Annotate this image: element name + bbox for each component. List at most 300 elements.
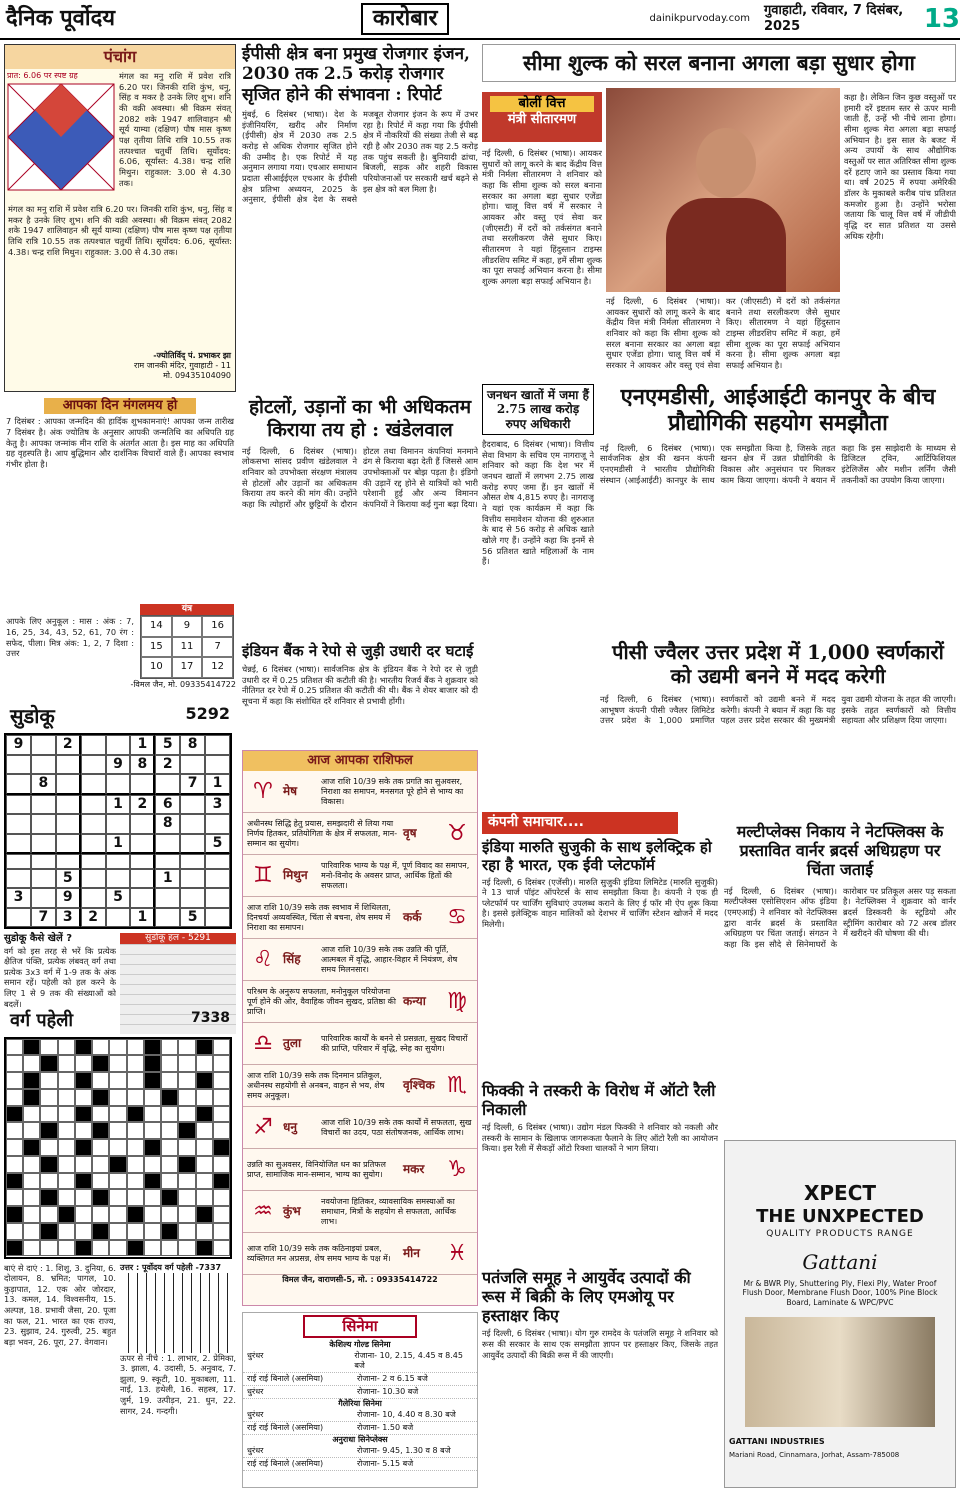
zodiac-icon: ♒ (253, 1199, 273, 1224)
crossword-cell[interactable] (178, 1240, 195, 1257)
crossword-cell[interactable] (178, 1173, 195, 1190)
sudoku-cell[interactable] (81, 735, 106, 755)
sudoku-cell[interactable] (6, 854, 31, 869)
sudoku-cell[interactable]: 1 (106, 834, 131, 855)
crossword-cell[interactable] (127, 1089, 144, 1106)
ad-line1: XPECT (803, 1181, 877, 1205)
crossword-cell[interactable] (144, 1089, 161, 1106)
crossword-cell[interactable] (213, 1122, 230, 1139)
crossword-cell[interactable] (196, 1240, 213, 1257)
crossword-cell[interactable] (40, 1240, 57, 1257)
crossword-cell[interactable] (6, 1089, 23, 1106)
rashifal-sign: कुंभ (283, 1204, 301, 1219)
sudoku-cell[interactable] (180, 869, 205, 889)
varg-number: 7338 (191, 1010, 230, 1026)
crossword-cell[interactable] (196, 1122, 213, 1139)
finance-minister-photo (606, 88, 840, 292)
crossword-cell[interactable] (178, 1156, 195, 1173)
crossword-cell[interactable] (144, 1055, 161, 1072)
sudoku-cell[interactable] (130, 814, 155, 834)
crossword-cell[interactable] (58, 1055, 75, 1072)
crossword-cell[interactable] (196, 1189, 213, 1206)
crossword-cell[interactable] (161, 1223, 178, 1240)
crossword-cell[interactable] (75, 1223, 92, 1240)
sudoku-cell[interactable] (31, 814, 56, 834)
crossword-cell[interactable] (127, 1106, 144, 1123)
sudoku-cell[interactable] (155, 834, 180, 855)
sudoku-cell[interactable]: 2 (56, 735, 81, 755)
crossword-cell[interactable] (23, 1122, 40, 1139)
story-bank-headline: इंडियन बैंक ने रेपो से जुड़ी उधारी दर घटाई (242, 642, 474, 660)
sudoku-cell[interactable] (180, 814, 205, 834)
story-bank (242, 642, 478, 750)
crossword-cell[interactable] (40, 1039, 57, 1056)
crossword-cell[interactable] (6, 1189, 23, 1206)
crossword-cell[interactable] (161, 1106, 178, 1123)
sudoku-cell[interactable] (31, 854, 56, 869)
crossword-cell[interactable] (213, 1223, 230, 1240)
crossword-cell[interactable] (58, 1240, 75, 1257)
crossword-cell[interactable] (144, 1173, 161, 1190)
sudoku-cell[interactable]: 1 (205, 774, 230, 795)
lead-text-bottom: नई दिल्ली, 6 दिसंबर (भाषा)। आयकर सुधारों को लागू करने के बाद केंद्रीय वित्त मंत्री निर्मला सीतारमण ने शनिवार को कहा कि सीमा शुल्क को सरल बनाना सरकार का अगला बड़ा सुधार एजेंडा होगा। चालू वित्त वर्ष में सरकार ने आयकर और वस्तु एवं सेवा कर (जीएसटी) में दरों को तर्कसंगत बनाने तथा सरलीकरण जैसे सुधार किए। सीतारमण ने यहां हिंदुस्तान टाइम्स लीडरशिप समिट में कहा, हमें सीमा शुल्क का पूरा सफाई अभियान करना है। सीमा शुल्क अगला बड़ा सफाई अभियान है। (606, 296, 840, 370)
crossword-cell[interactable] (196, 1039, 213, 1056)
crossword-cell[interactable] (40, 1072, 57, 1089)
crossword-cell[interactable] (127, 1156, 144, 1173)
crossword-cell[interactable] (144, 1189, 161, 1206)
crossword-cell[interactable] (161, 1122, 178, 1139)
crossword-cell[interactable] (6, 1139, 23, 1156)
crossword-cell[interactable] (58, 1156, 75, 1173)
crossword-cell[interactable] (23, 1055, 40, 1072)
crossword-cell[interactable] (23, 1039, 40, 1056)
sudoku-cell[interactable] (6, 869, 31, 889)
sudoku-cell[interactable]: 5 (180, 908, 205, 928)
sudoku-cell[interactable]: 8 (155, 814, 180, 834)
crossword-cell[interactable] (23, 1089, 40, 1106)
sudoku-cell[interactable] (81, 869, 106, 889)
sudoku-cell[interactable]: 3 (205, 795, 230, 815)
yantra (140, 604, 234, 679)
sudoku-cell[interactable] (106, 908, 131, 928)
crossword-cell[interactable] (161, 1039, 178, 1056)
crossword-cell[interactable] (127, 1173, 144, 1190)
sudoku-cell[interactable] (6, 755, 31, 775)
crossword-cell[interactable] (161, 1189, 178, 1206)
sudoku-cell[interactable]: 5 (205, 834, 230, 855)
sudoku-cell[interactable]: 8 (180, 735, 205, 755)
website[interactable]: dainikpurvoday.com (649, 12, 750, 24)
crossword-cell[interactable] (109, 1156, 126, 1173)
crossword-cell[interactable] (196, 1139, 213, 1156)
crossword-cell[interactable] (6, 1122, 23, 1139)
sudoku-cell[interactable] (155, 888, 180, 908)
crossword-cell[interactable] (127, 1189, 144, 1206)
sudoku-cell[interactable] (31, 869, 56, 889)
crossword-cell[interactable] (178, 1039, 195, 1056)
crossword-cell[interactable] (6, 1206, 23, 1223)
sudoku-cell[interactable] (155, 774, 180, 795)
crossword-cell[interactable] (178, 1122, 195, 1139)
sudoku-cell[interactable] (81, 834, 106, 855)
crossword-cell[interactable] (109, 1189, 126, 1206)
sudoku-cell[interactable]: 1 (155, 869, 180, 889)
sudoku-cell[interactable] (56, 795, 81, 815)
sudoku-cell[interactable] (6, 834, 31, 855)
crossword-cell[interactable] (144, 1072, 161, 1089)
sudoku-cell[interactable] (180, 795, 205, 815)
sudoku-cell[interactable]: 3 (6, 888, 31, 908)
sudoku-cell[interactable] (6, 795, 31, 815)
crossword-cell[interactable] (6, 1039, 23, 1056)
crossword-cell[interactable] (40, 1089, 57, 1106)
crossword-cell[interactable] (144, 1139, 161, 1156)
sudoku-cell[interactable] (56, 814, 81, 834)
crossword-cell[interactable] (23, 1240, 40, 1257)
crossword-cell[interactable] (23, 1156, 40, 1173)
crossword-cell[interactable] (213, 1072, 230, 1089)
story-pcj-text: नई दिल्ली, 6 दिसंबर (भाषा)। आभूषण कंपनी पीसी ज्वैलर लिमिटेड उत्तर प्रदेश के 1,000 प्रमाणित स्वर्णकारों को उद्यमी बनने में मदद करेगी। कंपनी ने बयान में कहा कि यह पहल उत्तर प्रदेश सरकार की मुख्यमंत्री युवा उद्यमी योजना के तहत की जाएगी। इसके तहत स्वर्णकारों को वित्तीय सहायता और प्रशिक्षण दिया जाएगा। (600, 694, 956, 726)
crossword-cell[interactable] (144, 1039, 161, 1056)
crossword-cell[interactable] (6, 1240, 23, 1257)
sudoku-cell[interactable] (31, 735, 56, 755)
crossword-cell[interactable] (213, 1139, 230, 1156)
sudoku-cell[interactable] (180, 834, 205, 855)
crossword-cell[interactable] (40, 1122, 57, 1139)
crossword-cell[interactable] (58, 1072, 75, 1089)
crossword-cell[interactable] (75, 1089, 92, 1106)
crossword-cell[interactable] (92, 1106, 109, 1123)
cinema-row (243, 1386, 477, 1399)
crossword-cell[interactable] (161, 1240, 178, 1257)
crossword-cell[interactable] (213, 1240, 230, 1257)
sudoku-cell[interactable]: 5 (155, 735, 180, 755)
sudoku-cell[interactable] (180, 755, 205, 775)
sudoku-cell[interactable] (56, 854, 81, 869)
crossword-cell[interactable] (109, 1139, 126, 1156)
crossword-cell[interactable] (196, 1223, 213, 1240)
sudoku-cell[interactable]: 6 (155, 795, 180, 815)
crossword-cell[interactable] (75, 1189, 92, 1206)
crossword-cell[interactable] (58, 1223, 75, 1240)
crossword-cell[interactable] (40, 1106, 57, 1123)
sudoku-cell[interactable] (130, 834, 155, 855)
crossword-cell[interactable] (161, 1139, 178, 1156)
crossword-cell[interactable] (58, 1089, 75, 1106)
crossword-cell[interactable] (127, 1055, 144, 1072)
crossword-cell[interactable] (75, 1240, 92, 1257)
crossword-cell[interactable] (109, 1223, 126, 1240)
sudoku-cell[interactable] (205, 908, 230, 928)
crossword-cell[interactable] (109, 1055, 126, 1072)
sudoku-cell[interactable] (155, 908, 180, 928)
sudoku-cell[interactable] (130, 774, 155, 795)
crossword-cell[interactable] (178, 1189, 195, 1206)
crossword-cell[interactable] (58, 1122, 75, 1139)
crossword-cell[interactable] (92, 1072, 109, 1089)
sudoku-cell[interactable] (205, 735, 230, 755)
crossword-cell[interactable] (23, 1189, 40, 1206)
crossword-grid[interactable] (4, 1037, 232, 1259)
crossword-cell[interactable] (178, 1055, 195, 1072)
crossword-cell[interactable] (196, 1173, 213, 1190)
crossword-cell[interactable] (23, 1173, 40, 1190)
sudoku-cell[interactable] (56, 774, 81, 795)
sudoku-cell[interactable] (81, 774, 106, 795)
crossword-cell[interactable] (58, 1206, 75, 1223)
rashifal-row (243, 897, 477, 939)
sudoku-cell[interactable] (106, 735, 131, 755)
crossword-cell[interactable] (161, 1206, 178, 1223)
sudoku-cell[interactable]: 7 (31, 908, 56, 928)
lead-text: नई दिल्ली, 6 दिसंबर (भाषा)। आयकर सुधारों को लागू करने के बाद केंद्रीय वित्त मंत्री निर्मला सीतारमण ने शनिवार को कहा कि सीमा शुल्क को सरल बनाना सरकार का अगला बड़ा सुधार एजेंडा होगा। चालू वित्त वर्ष में सरकार ने आयकर और वस्तु एवं सेवा कर (जीएसटी) में दरों को तर्कसंगत बनाने तथा सरलीकरण जैसे सुधार किए। सीतारमण ने यहां हिंदुस्तान टाइम्स लीडरशिप समिट में कहा, हमें सीमा शुल्क का पूरा सफाई अभियान करना है। सीमा शुल्क अगला बड़ा सफाई अभियान है। (482, 148, 602, 286)
cinema-row (243, 1350, 477, 1373)
sudoku-cell[interactable] (180, 854, 205, 869)
crossword-cell[interactable] (213, 1173, 230, 1190)
crossword-cell[interactable] (6, 1223, 23, 1240)
crossword-cell[interactable] (144, 1122, 161, 1139)
cinema-movie: राई राई बिनाले (असमिया) (247, 1458, 324, 1468)
crossword-cell[interactable] (178, 1089, 195, 1106)
crossword-cell[interactable] (144, 1156, 161, 1173)
brand-logo: दैनिक पूर्वोदय (6, 5, 116, 32)
crossword-cell[interactable] (127, 1240, 144, 1257)
rashifal-row (243, 1023, 477, 1065)
sudoku-cell[interactable] (106, 854, 131, 869)
sudoku-cell[interactable]: 1 (130, 908, 155, 928)
sudoku-cell[interactable]: 8 (31, 774, 56, 795)
crossword-cell[interactable] (144, 1206, 161, 1223)
sudoku-cell[interactable]: 9 (106, 755, 131, 775)
rashifal-text: उन्नति का सुअवसर, विनियोजित धन का प्रतिफल प्राप्त, सामाजिक मान-सम्मान, भाग्य का सुयोग। (247, 1159, 386, 1179)
sudoku-solution-title: सुडोकू हल - 5291 (120, 933, 236, 944)
cinema-hall3: अनुराधा सिनेप्लेक्स (332, 1434, 388, 1444)
crossword-cell[interactable] (58, 1189, 75, 1206)
sudoku-cell[interactable]: 5 (106, 888, 131, 908)
crossword-cell[interactable] (213, 1106, 230, 1123)
cinema-hall2: गैलेरिया सिनेमा (338, 1398, 382, 1408)
crossword-cell[interactable] (75, 1139, 92, 1156)
sudoku-cell[interactable] (6, 774, 31, 795)
crossword-cell[interactable] (127, 1206, 144, 1223)
crossword-cell[interactable] (109, 1089, 126, 1106)
crossword-cell[interactable] (127, 1122, 144, 1139)
sudoku-cell[interactable] (56, 755, 81, 775)
crossword-cell[interactable] (23, 1206, 40, 1223)
crossword-cell[interactable] (58, 1106, 75, 1123)
sudoku-cell[interactable] (31, 755, 56, 775)
sudoku-cell[interactable] (205, 814, 230, 834)
crossword-cell[interactable] (92, 1089, 109, 1106)
crossword-cell[interactable] (109, 1206, 126, 1223)
crossword-cell[interactable] (213, 1156, 230, 1173)
crossword-cell[interactable] (196, 1072, 213, 1089)
crossword-cell[interactable] (178, 1206, 195, 1223)
sudoku-cell[interactable]: 9 (6, 735, 31, 755)
crossword-cell[interactable] (178, 1139, 195, 1156)
crossword-cell[interactable] (58, 1139, 75, 1156)
sudoku-cell[interactable] (205, 888, 230, 908)
crossword-cell[interactable] (23, 1072, 40, 1089)
sudoku-cell[interactable] (130, 888, 155, 908)
crossword-cell[interactable] (92, 1122, 109, 1139)
crossword-cell[interactable] (213, 1189, 230, 1206)
crossword-cell[interactable] (109, 1173, 126, 1190)
sudoku-cell[interactable]: 2 (81, 908, 106, 928)
crossword-cell[interactable] (40, 1173, 57, 1190)
crossword-cell[interactable] (196, 1089, 213, 1106)
sudoku-cell[interactable] (6, 908, 31, 928)
cinema-movie: धुरंधर (247, 1350, 264, 1360)
sudoku-cell[interactable] (81, 814, 106, 834)
company-t3: नई दिल्ली, 6 दिसंबर (भाषा)। योग गुरु रामदेव के पतंजलि समूह ने शनिवार को रूस की सरकार के साथ एक समझौता ज्ञापन पर हस्ताक्षर किए, जिसके तहत आयुर्वेद उत्पादों की बिक्री रूस में की जाएगी। (482, 1328, 718, 1360)
crossword-cell[interactable] (58, 1173, 75, 1190)
sudoku-cell[interactable]: 1 (130, 735, 155, 755)
crossword-cell[interactable] (92, 1240, 109, 1257)
sudoku-grid[interactable] (4, 733, 232, 929)
crossword-cell[interactable] (40, 1156, 57, 1173)
cinema-box (242, 1312, 478, 1488)
crossword-cell[interactable] (92, 1039, 109, 1056)
sudoku-cell[interactable]: 1 (106, 795, 131, 815)
sudoku-cell[interactable]: 7 (180, 774, 205, 795)
crossword-cell[interactable] (23, 1139, 40, 1156)
crossword-cell[interactable] (109, 1122, 126, 1139)
cinema-time: रोजाना- 5.15 बजे (357, 1458, 414, 1468)
crossword-cell[interactable] (75, 1055, 92, 1072)
sudoku-cell[interactable] (81, 795, 106, 815)
crossword-cell[interactable] (213, 1055, 230, 1072)
sudoku-cell[interactable]: 3 (56, 908, 81, 928)
crossword-cell[interactable] (196, 1106, 213, 1123)
crossword-cell[interactable] (6, 1173, 23, 1190)
sudoku-cell[interactable] (180, 888, 205, 908)
crossword-cell[interactable] (92, 1173, 109, 1190)
company-t1: नई दिल्ली, 6 दिसंबर (एजेंसी)। मारुति सुजुकी इंडिया लिमिटेड (मारुति सुजुकी) ने 13 चार्ज पॉइंट ऑपरेटर्स के साथ समझौता किया है। कंपनी ने एक ही प्लेटफॉर्म पर चार्जिंग सुविधाएं उपलब्ध कराने के लिए ई फॉर मी ऐप शुरू किया है। इससे इलेक्ट्रिक वाहन मालिकों को देशभर में चार्जिंग स्टेशन खोजने में मदद मिलेगी। (482, 876, 718, 930)
cinema-time: रोजाना- 10, 2.15, 4.45 व 8.45 बजे (354, 1350, 463, 1370)
crossword-cell[interactable] (6, 1055, 23, 1072)
rashifal-box (242, 750, 478, 1306)
crossword-cell[interactable] (75, 1039, 92, 1056)
panchang-author: -ज्योतिर्विद् पं. प्रभाकर झा (153, 351, 231, 360)
crossword-cell[interactable] (144, 1106, 161, 1123)
crossword-cell[interactable] (40, 1189, 57, 1206)
crossword-cell[interactable] (144, 1223, 161, 1240)
crossword-cell[interactable] (6, 1156, 23, 1173)
crossword-cell[interactable] (75, 1156, 92, 1173)
crossword-cell[interactable] (196, 1206, 213, 1223)
crossword-cell[interactable] (92, 1156, 109, 1173)
crossword-cell[interactable] (213, 1039, 230, 1056)
sudoku-cell[interactable] (205, 755, 230, 775)
crossword-cell[interactable] (58, 1039, 75, 1056)
crossword-cell[interactable] (161, 1173, 178, 1190)
crossword-cell[interactable] (178, 1072, 195, 1089)
sudoku-cell[interactable] (31, 888, 56, 908)
sudoku-cell[interactable]: 9 (56, 888, 81, 908)
crossword-cell[interactable] (40, 1055, 57, 1072)
gattani-ad[interactable] (724, 1140, 956, 1488)
crossword-cell[interactable] (6, 1072, 23, 1089)
sudoku-cell[interactable] (31, 834, 56, 855)
crossword-cell[interactable] (75, 1206, 92, 1223)
zodiac-icon: ♏ (447, 1073, 467, 1098)
sudoku-cell[interactable] (106, 774, 131, 795)
crossword-cell[interactable] (127, 1223, 144, 1240)
crossword-cell[interactable] (6, 1106, 23, 1123)
sudoku-cell[interactable]: 8 (130, 755, 155, 775)
crossword-cell[interactable] (40, 1223, 57, 1240)
crossword-cell[interactable] (75, 1072, 92, 1089)
crossword-cell[interactable] (178, 1223, 195, 1240)
sudoku-cell[interactable] (205, 854, 230, 869)
crossword-cell[interactable] (196, 1055, 213, 1072)
crossword-cell[interactable] (109, 1106, 126, 1123)
sudoku-cell[interactable] (81, 755, 106, 775)
sudoku-cell[interactable]: 2 (130, 795, 155, 815)
crossword-cell[interactable] (75, 1173, 92, 1190)
crossword-cell[interactable] (92, 1223, 109, 1240)
rashifal-row (243, 981, 477, 1023)
crossword-cell[interactable] (75, 1106, 92, 1123)
sudoku-cell[interactable] (31, 795, 56, 815)
crossword-cell[interactable] (144, 1240, 161, 1257)
sudoku-cell[interactable] (130, 869, 155, 889)
crossword-cell[interactable] (92, 1206, 109, 1223)
panchang-text: मंगल का मनु राशि में प्रवेश रात्रि 6.20 पर। जिनकी राशि कुंभ, धनु, सिंह व मकर है उनके लिए शुभ। शनि की वक्री अवस्था। श्री विक्रम संवत् 2082 शके 1947 शालिवाहन श्री सूर्य याम्या (दक्षिण) पौष मास कृष्ण पक्ष तृतीया तिथि रात्रि 10.55 तक तत्पश्चात चतुर्थी तिथि। सूर्योदय: 6.06, सूर्यास्त: 4.38। चन्द्र राशि मिथुन। राहुकाल: 3.00 से 4.30 तक। (8, 204, 232, 257)
crossword-cell[interactable] (109, 1039, 126, 1056)
crossword-cell[interactable] (161, 1089, 178, 1106)
sudoku-cell[interactable] (155, 854, 180, 869)
zodiac-icon: ♉ (447, 821, 467, 846)
crossword-cell[interactable] (23, 1223, 40, 1240)
crossword-cell[interactable] (92, 1055, 109, 1072)
sudoku-cell[interactable] (130, 854, 155, 869)
crossword-cell[interactable] (161, 1055, 178, 1072)
crossword-cell[interactable] (213, 1206, 230, 1223)
crossword-cell[interactable] (109, 1240, 126, 1257)
sudoku-cell[interactable] (81, 854, 106, 869)
sudoku-cell[interactable] (106, 869, 131, 889)
crossword-cell[interactable] (92, 1189, 109, 1206)
crossword-cell[interactable] (161, 1156, 178, 1173)
sudoku-cell[interactable] (6, 814, 31, 834)
page-number: 13 (923, 3, 960, 34)
crossword-cell[interactable] (127, 1039, 144, 1056)
company-h1: इंडिया मारुति सुजुकी के साथ इलेक्ट्रिक हो रहा है भारत, एक ईवी प्लेटफॉर्म (482, 837, 712, 874)
crossword-cell[interactable] (109, 1072, 126, 1089)
crossword-cell[interactable] (161, 1072, 178, 1089)
crossword-cell[interactable] (40, 1206, 57, 1223)
crossword-cell[interactable] (127, 1072, 144, 1089)
crossword-cell[interactable] (40, 1139, 57, 1156)
yantra-cell: 10 (141, 657, 172, 678)
sudoku-cell[interactable] (106, 814, 131, 834)
crossword-cell[interactable] (127, 1139, 144, 1156)
sudoku-cell[interactable] (56, 834, 81, 855)
crossword-cell[interactable] (23, 1106, 40, 1123)
company-news (482, 812, 718, 1488)
sudoku-cell[interactable]: 5 (56, 869, 81, 889)
sudoku-cell[interactable]: 2 (155, 755, 180, 775)
crossword-cell[interactable] (196, 1156, 213, 1173)
sudoku-cell[interactable] (205, 869, 230, 889)
crossword-cell[interactable] (75, 1122, 92, 1139)
crossword-cell[interactable] (92, 1139, 109, 1156)
sudoku-cell[interactable] (81, 888, 106, 908)
crossword-cell[interactable] (213, 1089, 230, 1106)
crossword-cell[interactable] (178, 1106, 195, 1123)
